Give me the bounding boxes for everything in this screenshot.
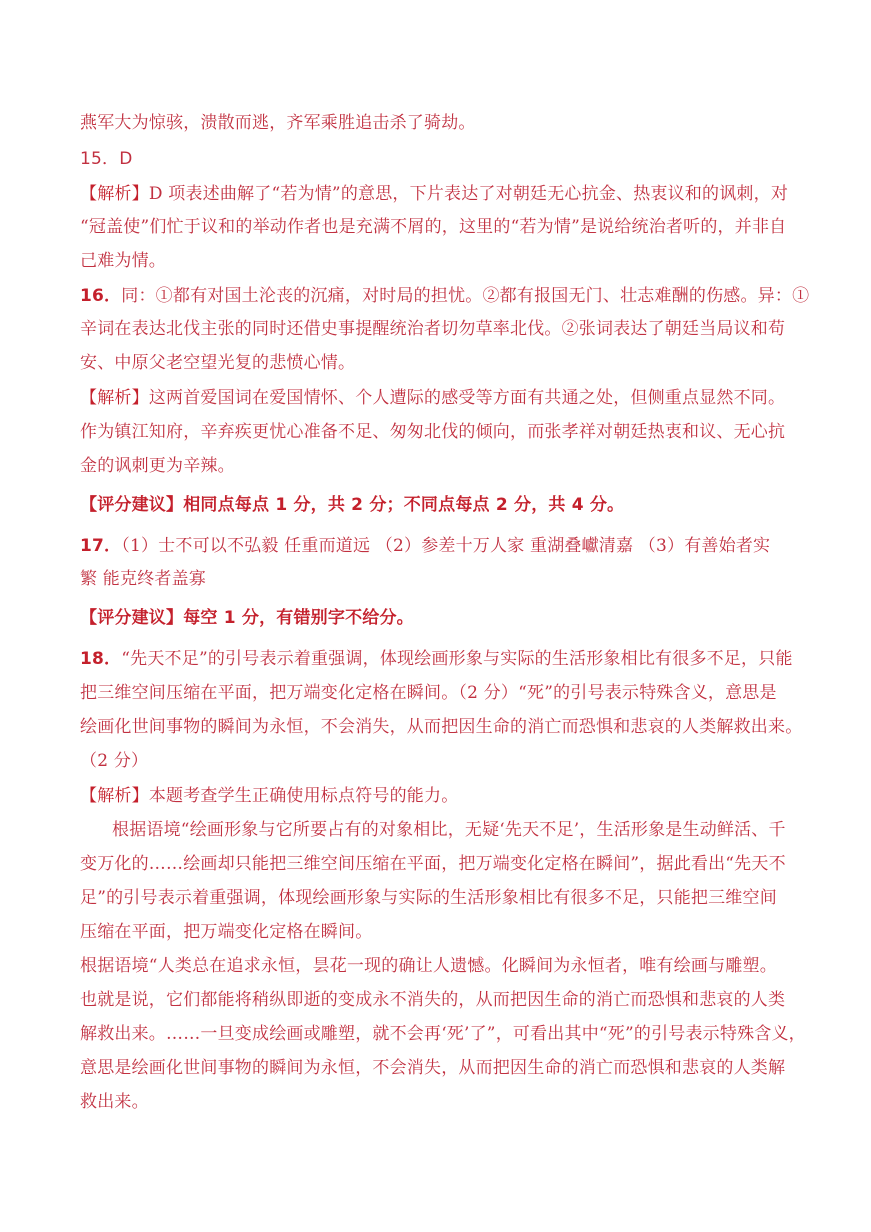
q18-analysis-line-1 (80, 785, 458, 807)
q16-analysis-line-3: 金的讽刺更为辛辣。 (80, 456, 235, 476)
question-number: 18． (80, 649, 122, 669)
q15-answer: 15．D (80, 149, 133, 169)
q18-analysis-para2-line-3: 解救出来。……一旦变成绘画或雕塑，就不会再‘死’了”，可看出其中“死”的引号表示特殊含义， (80, 1024, 806, 1044)
analysis-label: 【解析】 (80, 184, 149, 204)
analysis-text: 这两首爱国词在爱国情怀、个人遭际的感受等方面有共通之处，但侧重点显然不同。 (148, 388, 786, 408)
answer-text: （1）士不可以不弘毅 任重而道远 （2）参差十万人家 重湖叠巘清嘉 （3）有善始者实 (121, 536, 771, 556)
q17-scoring-note: 【评分建议】每空 1 分，有错别字不给分。 (80, 608, 414, 628)
question-number: 16． (80, 286, 122, 306)
q18-answer-line-2: 把三维空间压缩在平面，把万端变化定格在瞬间。（2 分）“死”的引号表示特殊含义，意思是 (80, 683, 777, 703)
q15-analysis-line-3: 己难为情。 (80, 251, 166, 271)
analysis-text: 本题考查学生正确使用标点符号的能力。 (148, 786, 459, 806)
q16-scoring-note: 【评分建议】相同点每点 1 分，共 2 分；不同点每点 2 分，共 4 分。 (80, 495, 625, 515)
q17-answer-line-1 (80, 535, 770, 557)
q18-answer-line-3: 绘画化世间事物的瞬间为永恒，不会消失，从而把因生命的消亡而恐惧和悲哀的人类解救出来。 (80, 717, 803, 737)
q16-answer-line-2: 辛词在表达北伐主张的同时还借史事提醒统治者切勿草率北伐。②张词表达了朝廷当局议和苟 (80, 319, 786, 339)
analysis-label: 【解析】 (80, 786, 149, 806)
q18-answer-line-1 (80, 648, 793, 670)
q14-translation-end: 燕军大为惊骇，溃散而逃，齐军乘胜追击杀了骑劫。 (80, 113, 476, 133)
q18-analysis-para1-line-4: 压缩在平面，把万端变化定格在瞬间。 (80, 922, 373, 942)
q17-answer-line-2: 繁 能克终者盖寡 (80, 569, 207, 589)
q18-analysis-para2-line-1: 根据语境“人类总在追求永恒，昙花一现的确让人遗憾。化瞬间为永恒者，唯有绘画与雕塑。 (80, 956, 777, 976)
answer-text: “先天不足”的引号表示着重强调，体现绘画形象与实际的生活形象相比有很多不足，只能 (121, 649, 793, 669)
analysis-text: D 项表述曲解了“若为情”的意思，下片表达了对朝廷无心抗金、热衷议和的讽刺，对 (148, 184, 789, 204)
q18-analysis-para1-line-1: 根据语境“绘画形象与它所要占有的对象相比，无疑‘先天不足’，生活形象是生动鲜活、千 (112, 820, 786, 840)
q16-answer-line-3: 安、中原父老空望光复的悲愤心情。 (80, 353, 356, 373)
q18-analysis-para1-line-3: 足”的引号表示着重强调，体现绘画形象与实际的生活形象相比有很多不足，只能把三维空间 (80, 888, 777, 908)
q18-analysis-para2-line-2: 也就是说，它们都能将稍纵即逝的变成永不消失的，从而把因生命的消亡而恐惧和悲哀的人类 (80, 990, 786, 1010)
q16-analysis-line-2: 作为镇江知府，辛弃疾更忧心准备不足、匆匆北伐的倾向，而张孝祥对朝廷热衷和议、无心抗 (80, 422, 786, 442)
question-number: 17． (80, 536, 122, 556)
q15-analysis-line-1 (80, 183, 788, 205)
q16-analysis-line-1 (80, 387, 785, 409)
q18-analysis-para2-line-4: 意思是绘画化世间事物的瞬间为永恒，不会消失，从而把因生命的消亡而恐惧和悲哀的人类解 (80, 1058, 786, 1078)
q18-answer-line-4: （2 分） (80, 751, 149, 771)
q16-answer-line-1 (80, 285, 809, 307)
q18-analysis-para2-line-5: 救出来。 (80, 1092, 149, 1112)
analysis-label: 【解析】 (80, 388, 149, 408)
q18-analysis-para1-line-2: 变万化的……绘画却只能把三维空间压缩在平面，把万端变化定格在瞬间”，据此看出“先天不 (80, 854, 786, 874)
answer-text: 同：①都有对国土沦丧的沉痛，对时局的担忧。②都有报国无门、壮志难酬的伤感。异：① (121, 286, 810, 306)
q15-analysis-line-2: “冠盖使”们忙于议和的举动作者也是充满不屑的，这里的“若为情”是说给统治者听的，并非自 (80, 217, 787, 237)
